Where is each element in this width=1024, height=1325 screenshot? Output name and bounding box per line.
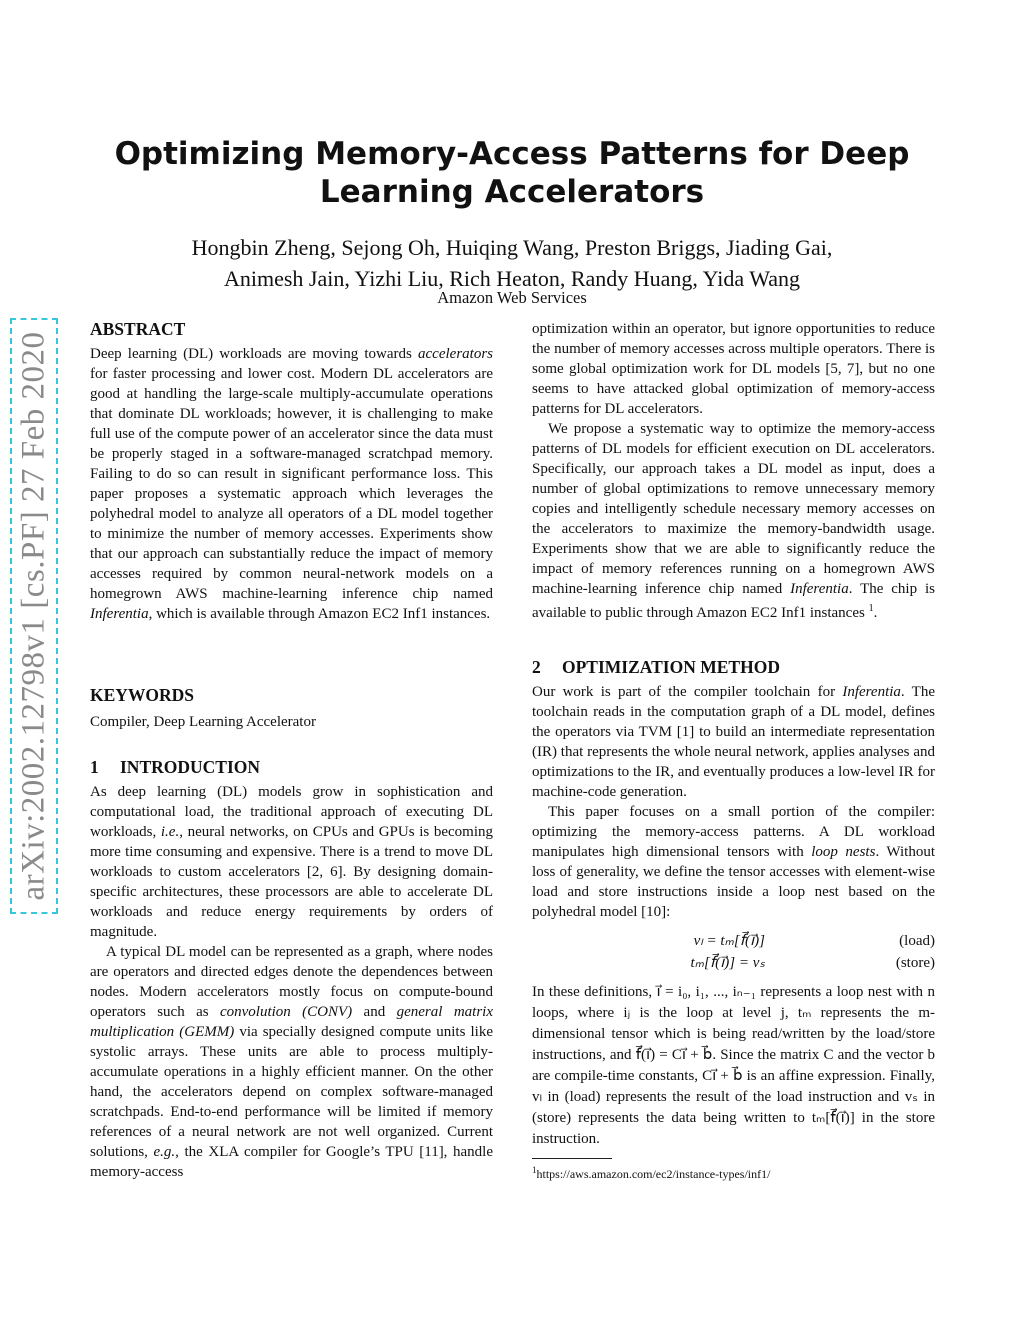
- intro-text-part: We propose a systematic way to optimize the memory-access patterns of DL models for efficient execution on DL accelerators. Specifically, our approach takes a DL model as input, does a number of global optimizations to remove unnecessary memory copies and intelligently schedule necessary memory accesses on the accelerators to maximize the memory-bandwidth usage. Experiments show that we are able to significantly reduce the impact of memory references running on a homegrown AWS machine-learning inference chip named: [532, 421, 935, 597]
- equation-store-expression: tₘ[f⃗(i⃗)] = vₛ: [690, 955, 765, 971]
- method-emphasis: loop nests: [811, 844, 876, 860]
- equation-load-tag: (load): [899, 933, 935, 949]
- intro-paragraph-1: [90, 782, 493, 942]
- intro-continued-paragraph-2: [532, 419, 935, 623]
- abstract-emphasis: Inferentia: [90, 606, 149, 622]
- method-text-part: Our work is part of the compiler toolchain for: [532, 684, 843, 700]
- section-title: OPTIMIZATION METHOD: [562, 657, 780, 677]
- method-paragraph-3: In these definitions, i⃗ = i₀, i₁, ..., iₙ₋₁ represents a loop nest with n loops, where iⱼ is the loop at level j, tₘ represents the m-dimensional tensor which is being read/written by the load/store instructions, and f⃗(i⃗) = Ci⃗ + b⃗. Since the matrix C and the vector b are compile-time constants, Ci⃗ + b⃗ is an affine expression. Finally, vₗ in (load) represents the result of the load instruction and vₛ in (store) represents the data being written to tₘ[f⃗(i⃗)] in the store instruction.: [532, 984, 935, 1147]
- abstract-text: [90, 344, 493, 624]
- equation-block: [532, 930, 935, 974]
- method-text-part: This paper focuses on a small portion of the compiler: optimizing the memory-access patterns. A DL workload manipulates high dimensional tensors with: [532, 804, 935, 860]
- authors-line-1: Hongbin Zheng, Sejong Oh, Huiqing Wang, Preston Briggs, Jiading Gai,: [191, 235, 833, 260]
- equation-load-expression: vₗ = tₘ[f⃗(i⃗)]: [693, 933, 765, 949]
- title-line-1: Optimizing Memory-Access Patterns for Deep: [114, 136, 910, 172]
- method-text-part: . The toolchain reads in the computation graph of a DL model, defines the operators via TVM [1] to build an intermediate representation (IR) that represents the whole neural network, applies analyses and optimizations to the IR, and eventually produces a low-level IR for machine-code generation.: [532, 684, 935, 800]
- section-number: 2: [532, 657, 541, 677]
- footnote: [532, 1162, 770, 1182]
- method-paragraph-2: [532, 802, 935, 922]
- footnote-marker[interactable]: 1: [868, 603, 874, 614]
- method-paragraph-1: [532, 682, 935, 802]
- arxiv-identifier: arXiv:2002.12798v1 [cs.PF] 27 Feb 2020: [15, 331, 52, 901]
- abstract-section: [90, 318, 493, 624]
- equation-store: [532, 952, 935, 974]
- footnote-number: 1: [532, 1165, 537, 1175]
- equation-load: [532, 930, 935, 952]
- abstract-text-part: for faster processing and lower cost. Modern DL accelerators are good at handling the large-scale multiply-accumulate operations that dominate DL workloads; however, it is challenging to make full use of the compute power of an accelerator since the data must be properly staged in a software-managed scratchpad memory. Failing to do so can result in significant performance loss. This paper proposes a systematic approach which leverages the polyhedral model to analyze all operators of a DL model together to minimize the number of memory accesses. Experiments show that our approach can substantially reduce the impact of memory accesses required by common neural-network models on a homegrown AWS machine-learning inference chip named: [90, 366, 493, 602]
- section-number: 1: [90, 757, 99, 777]
- footnote-url[interactable]: https://aws.amazon.com/ec2/instance-types/inf1/: [536, 1167, 771, 1181]
- footnote-divider: [532, 1158, 612, 1159]
- introduction-section: [90, 756, 493, 1182]
- intro-continued-paragraph-1: optimization within an operator, but ignore opportunities to reduce the number of memory accesses across multiple operators. There is some global optimization work for DL models [5, 7], but no one seems to have attacked global optimization of memory-access patterns for DL accelerators.: [532, 321, 935, 417]
- affiliation: Amazon Web Services: [437, 288, 587, 307]
- keywords-heading: KEYWORDS: [90, 685, 195, 705]
- intro-emphasis: Inferentia: [790, 581, 849, 597]
- intro-emphasis: general matrix multiplication (GEMM): [90, 1004, 493, 1040]
- author-list: [110, 232, 914, 294]
- intro-text-part: .: [873, 605, 878, 621]
- abstract-emphasis: accelerators: [418, 346, 493, 362]
- intro-text-part: via specially designed compute units like systolic arrays. These units are able to process multiply-accumulate operations in a highly efficient manner. On the other hand, the accelerators depend on complex software-managed scratchpads. End-to-end performance will be limited if memory references of a neural network are not well organized. Current solutions,: [90, 1024, 494, 1160]
- keywords-text: Compiler, Deep Learning Accelerator: [90, 714, 316, 730]
- abstract-text-part: Deep learning (DL) workloads are moving towards: [90, 346, 419, 362]
- section-title: INTRODUCTION: [120, 757, 261, 777]
- title-line-2: Learning Accelerators: [319, 174, 705, 210]
- intro-text-part: . The chip is available to public through Amazon EC2 Inf1 instances: [532, 581, 935, 621]
- intro-emphasis: e.g.,: [153, 1144, 179, 1160]
- intro-text-part: A typical DL model can be represented as a graph, where nodes are operators and directed edges denote the dependences between nodes. Modern accelerators mostly focus on compute-bound operators such as: [90, 944, 493, 1020]
- abstract-text-part: , which is available through Amazon EC2 Inf1 instances.: [148, 606, 491, 622]
- intro-text-part: As deep learning (DL) models grow in sophistication and computational load, the traditional approach of executing DL workloads,: [90, 784, 493, 840]
- method-emphasis: Inferentia: [842, 684, 901, 700]
- intro-emphasis: convolution (CONV): [219, 1004, 353, 1020]
- authors-line-2: Animesh Jain, Yizhi Liu, Rich Heaton, Randy Huang, Yida Wang: [223, 266, 801, 291]
- method-heading: [532, 656, 935, 678]
- intro-text-part: and: [352, 1004, 397, 1020]
- introduction-heading: [90, 756, 493, 778]
- paper-title: [110, 135, 914, 211]
- method-section: [532, 656, 935, 1150]
- intro-paragraph-2: [90, 942, 493, 1182]
- abstract-heading: ABSTRACT: [90, 319, 186, 339]
- equation-store-tag: (store): [895, 955, 935, 971]
- arxiv-stamp: [10, 318, 58, 914]
- method-text-part: . Without loss of generality, we define the tensor accesses with element-wise load and store instructions inside a loop nest based on the polyhedral model [10]:: [532, 844, 935, 920]
- keywords-section: [90, 684, 493, 732]
- intro-text-part: neural networks, on CPUs and GPUs is becoming more time consuming and expensive. There is a trend to move DL workloads to custom accelerators [2, 6]. By designing domain-specific architectures, these processors are able to accelerate DL workloads and reduce energy requirements by orders of magnitude.: [90, 824, 493, 940]
- intro-text-part: the XLA compiler for Google’s TPU [11], handle memory-access: [90, 1144, 493, 1180]
- intro-emphasis: i.e.,: [160, 824, 183, 840]
- intro-continued: [532, 319, 935, 623]
